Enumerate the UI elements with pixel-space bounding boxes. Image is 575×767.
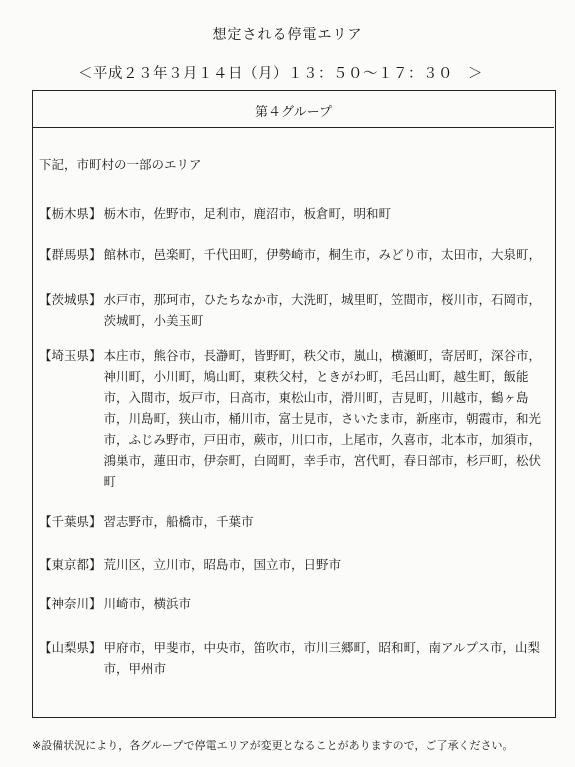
prefecture-cities: 川崎市，横浜市 [103, 596, 192, 611]
prefecture-cities: 館林市，邑楽町，千代田町，伊勢崎市，桐生市，みどり市，太田市，大泉町， [103, 247, 542, 262]
prefecture-cities: 荒川区，立川市，昭島市，国立市，日野市 [103, 557, 342, 572]
prefecture-cities: 本庄市，熊谷市，長瀞町，皆野町，秩父市，嵐山，横瀬町，寄居町，深谷市，神川町，小川町，鳩山町，東秩父村，ときがわ町，毛呂山町，越生町，飯能市，入間市，坂戸市，日高市，東松山市，滑川町，吉見町，川越市，鶴ヶ島市，川島町，狭山市，桶川市，富士見市，さいたま市，新座市，朝霞市，和光市，ふじみ野市，戸田市，蕨市，川口市，上尾市，久喜市，北本市，加須市，鴻巣市，蓮田市，伊奈町，白岡町，幸手市，宮代町，春日部市，杉戸町，松伏町 [103, 348, 542, 489]
header-divider [33, 127, 554, 128]
group-header: 第４グループ [255, 105, 332, 120]
prefecture-cities: 水戸市，那珂市，ひたちなか市，大洗町，城里町，笠間市，桜川市，石岡市，茨城町，小美玉町 [103, 292, 542, 328]
footnote: ※設備状況により，各グループで停電エリアが変更となることがありますので，ご了承ください。 [32, 739, 514, 752]
date-time-range: ＜平成２３年３月１４日（月）１３：５０～１７：３０ ＞ [78, 66, 483, 82]
prefecture-label: 【神奈川】 [39, 596, 102, 611]
intro-text: 下記，市町村の一部のエリア [39, 157, 202, 172]
prefecture-label: 【千葉県】 [39, 514, 102, 529]
prefecture-cities: 習志野市，船橋市，千葉市 [103, 514, 254, 529]
page-title: 想定される停電エリア [212, 27, 363, 43]
prefecture-row-chiba [39, 511, 549, 532]
prefecture-label: 【埼玉県】 [39, 348, 102, 363]
prefecture-row-gunma [39, 244, 549, 265]
prefecture-label: 【茨城県】 [39, 292, 102, 307]
prefecture-row-kanagawa [39, 593, 549, 614]
prefecture-row-ibaraki [39, 289, 549, 331]
area-table [32, 90, 556, 718]
prefecture-row-saitama [39, 345, 549, 492]
prefecture-cities: 甲府市，甲斐市，中央市，笛吹市，市川三郷町，昭和町，南アルプス市，山梨市，甲州市 [103, 640, 541, 676]
prefecture-row-yamanashi [39, 637, 549, 679]
prefecture-label: 【山梨県】 [39, 640, 102, 655]
prefecture-label: 【群馬県】 [39, 247, 102, 262]
prefecture-row-tokyo [39, 554, 549, 575]
prefecture-row-tochigi [39, 203, 549, 224]
prefecture-label: 【栃木県】 [39, 206, 102, 221]
prefecture-cities: 栃木市，佐野市，足利市，鹿沼市，板倉町，明和町 [103, 206, 392, 221]
prefecture-label: 【東京都】 [39, 557, 102, 572]
